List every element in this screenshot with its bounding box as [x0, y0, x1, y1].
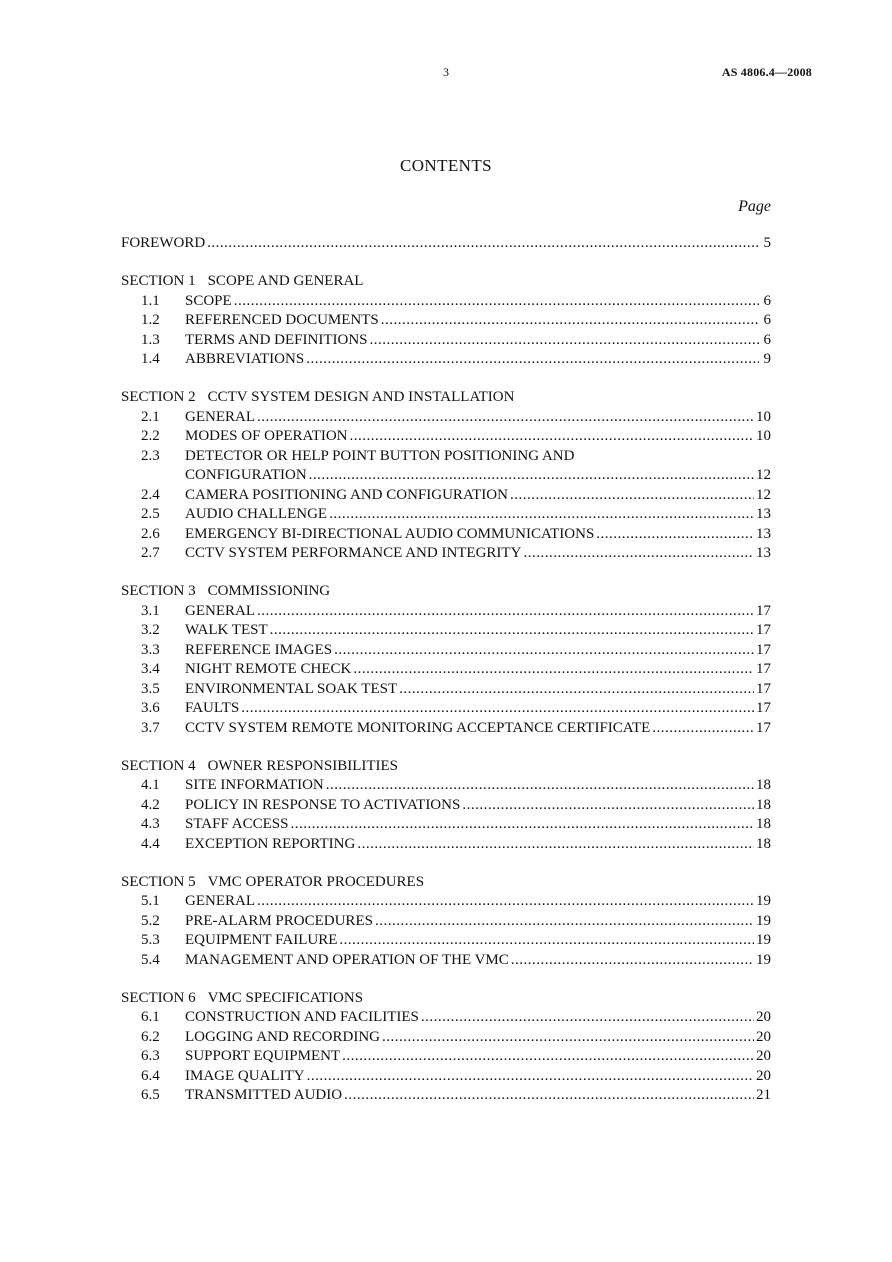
toc-entry-title: ABBREVIATIONS [185, 351, 305, 367]
dot-leader [309, 466, 754, 486]
toc-entry-title: IMAGE QUALITY [185, 1067, 305, 1084]
toc-entry-number: 5.2 [141, 912, 160, 929]
dot-leader [344, 1086, 754, 1106]
toc-entry-title: ENVIRONMENTAL SOAK TEST [185, 680, 398, 697]
toc-entry-number: 3.3 [141, 641, 160, 658]
dot-leader [339, 931, 754, 951]
toc-entry-title: TRANSMITTED AUDIO [185, 1087, 343, 1103]
toc-entry-page: 10 [756, 408, 771, 425]
toc-entry[interactable] [121, 660, 771, 680]
toc-entry[interactable] [121, 408, 771, 428]
toc-entry-number: 2.5 [141, 506, 160, 522]
toc-entry-number: 3.1 [141, 602, 160, 619]
toc-entry-page: 20 [756, 1009, 771, 1025]
toc-entry-title: TERMS AND DEFINITIONS [185, 331, 368, 348]
toc-entry-number: 3.4 [141, 661, 160, 677]
toc-entry-number: 1.2 [141, 312, 160, 328]
toc-entry-title: SUPPORT EQUIPMENT [185, 1048, 341, 1064]
toc-entry-number: 6.4 [141, 1067, 160, 1084]
section-title: SCOPE AND GENERAL [207, 273, 364, 289]
toc-entry-number: 3.2 [141, 622, 160, 638]
dot-leader [350, 427, 754, 447]
dot-leader [270, 621, 754, 641]
toc-entry-page: 6 [763, 331, 771, 348]
toc-entry-number: 6.3 [141, 1048, 160, 1064]
dot-leader [326, 776, 754, 796]
toc-entry[interactable] [121, 796, 771, 816]
toc-entry-title: EQUIPMENT FAILURE [185, 932, 338, 948]
dot-leader [357, 835, 754, 855]
dot-leader [523, 544, 754, 564]
toc-entry-title: CONSTRUCTION AND FACILITIES [185, 1009, 419, 1025]
toc-entry-page: 18 [756, 796, 771, 813]
toc-entry-number: 6.2 [141, 1028, 160, 1045]
toc-entry[interactable] [121, 951, 771, 971]
toc-entry-number: 1.3 [141, 331, 160, 348]
toc-entry-continuation[interactable] [121, 466, 771, 486]
toc-entry-number: 1.1 [141, 292, 160, 309]
section-label: SECTION 5 [121, 873, 196, 890]
toc-entry[interactable] [121, 835, 771, 855]
toc-entry[interactable] [121, 815, 771, 835]
table-of-contents [121, 234, 771, 1106]
toc-entry-title: GENERAL [185, 893, 255, 909]
toc-entry[interactable] [121, 1028, 771, 1048]
toc-entry-page: 13 [756, 545, 771, 561]
dot-leader [375, 912, 754, 932]
toc-entry-title: EXCEPTION REPORTING [185, 835, 356, 852]
page-number: 3 [443, 65, 449, 79]
toc-entry-number: 4.3 [141, 816, 160, 832]
toc-entry-page: 13 [756, 506, 771, 522]
toc-entry-title: FOREWORD [121, 235, 206, 251]
dot-leader [241, 699, 754, 719]
toc-entry-title: CCTV SYSTEM PERFORMANCE AND INTEGRITY [185, 545, 522, 561]
section-title: CCTV SYSTEM DESIGN AND INSTALLATION [207, 389, 515, 405]
toc-entry-page: 17 [756, 700, 771, 716]
toc-entry[interactable] [121, 621, 771, 641]
toc-entry-page: 20 [756, 1028, 771, 1045]
dot-leader [257, 892, 754, 912]
toc-entry-title: CCTV SYSTEM REMOTE MONITORING ACCEPTANCE CERTIFICATE [185, 719, 651, 736]
dot-leader [290, 815, 754, 835]
toc-entry-title: AUDIO CHALLENGE [185, 506, 328, 522]
toc-entry[interactable] [121, 311, 771, 331]
section-title: COMMISSIONING [207, 583, 331, 599]
toc-entry-number: 4.1 [141, 777, 160, 793]
dot-leader [306, 350, 759, 370]
toc-entry-page: 6 [763, 312, 771, 328]
toc-entry-number: 4.2 [141, 796, 160, 813]
toc-entry[interactable] [121, 931, 771, 951]
dot-leader [421, 1008, 754, 1028]
standard-identifier: AS 4806.4—2008 [721, 65, 812, 79]
section-label: SECTION 1 [121, 273, 196, 289]
dot-leader [370, 331, 759, 351]
toc-entry[interactable] [121, 427, 771, 447]
toc-entry-page: 18 [756, 816, 771, 832]
toc-entry-title: NIGHT REMOTE CHECK [185, 661, 352, 677]
toc-entry[interactable] [121, 1008, 771, 1028]
dot-leader [462, 796, 754, 816]
toc-entry-number: 2.4 [141, 486, 160, 503]
toc-entry[interactable] [121, 1067, 771, 1087]
section-heading[interactable] [121, 873, 771, 893]
toc-entry-title: REFERENCED DOCUMENTS [185, 312, 379, 328]
toc-entry-title-continued: CONFIGURATION [185, 467, 307, 483]
toc-entry[interactable] [121, 486, 771, 506]
toc-entry-page: 21 [756, 1087, 771, 1103]
section-title: OWNER RESPONSIBILITIES [207, 757, 399, 774]
toc-entry-number: 1.4 [141, 351, 160, 367]
dot-leader [511, 951, 754, 971]
dot-leader [381, 311, 759, 331]
toc-entry-page: 9 [763, 351, 771, 367]
section-heading[interactable] [121, 757, 771, 777]
toc-entry-title: DETECTOR OR HELP POINT BUTTON POSITIONING AND [185, 447, 575, 464]
toc-entry-page: 18 [756, 777, 771, 793]
toc-entry-title: LOGGING AND RECORDING [185, 1028, 380, 1045]
section-label: SECTION 2 [121, 389, 196, 405]
toc-entry-number: 5.3 [141, 932, 160, 948]
toc-entry[interactable] [121, 544, 771, 564]
contents-title: CONTENTS [400, 156, 492, 175]
toc-entry[interactable] [121, 505, 771, 525]
dot-leader [382, 1028, 754, 1048]
toc-entry-foreword[interactable] [121, 234, 771, 254]
toc-entry-title: POLICY IN RESPONSE TO ACTIVATIONS [185, 796, 461, 813]
toc-entry-page: 18 [756, 835, 771, 852]
dot-leader [257, 602, 754, 622]
toc-entry-page: 6 [763, 292, 771, 309]
dot-leader [257, 408, 754, 428]
toc-entry-title: GENERAL [185, 408, 255, 425]
toc-entry-page: 5 [763, 235, 771, 251]
toc-entry[interactable] [121, 331, 771, 351]
toc-entry-number: 2.6 [141, 525, 160, 542]
toc-entry[interactable] [121, 680, 771, 700]
toc-entry-page: 19 [756, 893, 771, 909]
toc-entry-page: 17 [756, 641, 771, 658]
toc-entry-number: 3.7 [141, 719, 160, 736]
toc-entry[interactable] [121, 602, 771, 622]
section-label: SECTION 6 [121, 989, 196, 1006]
toc-entry-page: 12 [756, 486, 771, 503]
toc-entry-page: 20 [756, 1048, 771, 1064]
toc-entry-title: REFERENCE IMAGES [185, 641, 333, 658]
toc-entry-page: 17 [756, 622, 771, 638]
dot-leader [234, 292, 759, 312]
toc-entry-number: 2.2 [141, 428, 160, 444]
dot-leader [596, 525, 754, 545]
toc-entry[interactable] [121, 699, 771, 719]
toc-entry-number: 3.5 [141, 680, 160, 697]
toc-entry[interactable] [121, 525, 771, 545]
dot-leader [399, 680, 754, 700]
toc-entry-title: CAMERA POSITIONING AND CONFIGURATION [185, 486, 508, 503]
toc-entry-page: 13 [756, 525, 771, 542]
toc-entry-title: MANAGEMENT AND OPERATION OF THE VMC [185, 951, 509, 968]
toc-entry-title: STAFF ACCESS [185, 816, 289, 832]
toc-entry-page: 17 [756, 661, 771, 677]
toc-entry-number: 6.1 [141, 1009, 160, 1025]
section-title: VMC SPECIFICATIONS [207, 989, 364, 1006]
toc-entry-page: 19 [756, 912, 771, 929]
dot-leader [342, 1047, 754, 1067]
dot-leader [353, 660, 754, 680]
section-title: VMC OPERATOR PROCEDURES [207, 873, 425, 890]
page-column-label: Page [738, 198, 771, 215]
dot-leader [334, 641, 754, 661]
dot-leader [329, 505, 754, 525]
dot-leader [207, 234, 759, 254]
toc-entry-page: 19 [756, 951, 771, 968]
toc-entry-number: 3.6 [141, 700, 160, 716]
toc-entry-title: WALK TEST [185, 622, 268, 638]
toc-entry[interactable] [121, 447, 771, 467]
toc-entry-page: 20 [756, 1067, 771, 1084]
section-heading[interactable] [121, 272, 771, 292]
toc-entry[interactable] [121, 719, 771, 739]
toc-entry-number: 5.4 [141, 951, 160, 968]
toc-entry-page: 17 [756, 719, 771, 736]
toc-entry-page: 19 [756, 932, 771, 948]
toc-entry[interactable] [121, 912, 771, 932]
section-heading[interactable] [121, 582, 771, 602]
toc-entry-title: SCOPE [185, 292, 232, 309]
toc-entry-page: 17 [756, 602, 771, 619]
dot-leader [510, 486, 754, 506]
toc-entry[interactable] [121, 776, 771, 796]
toc-entry-title: MODES OF OPERATION [185, 428, 348, 444]
toc-entry-title: SITE INFORMATION [185, 777, 324, 793]
dot-leader [307, 1067, 754, 1087]
section-label: SECTION 3 [121, 583, 196, 599]
toc-entry-number: 6.5 [141, 1087, 160, 1103]
toc-entry-page: 17 [756, 680, 771, 697]
toc-entry-page: 10 [756, 428, 771, 444]
toc-entry-title: PRE-ALARM PROCEDURES [185, 912, 373, 929]
section-label: SECTION 4 [121, 757, 196, 774]
toc-entry[interactable] [121, 892, 771, 912]
toc-entry-number: 5.1 [141, 893, 160, 909]
toc-entry[interactable] [121, 1047, 771, 1067]
toc-entry[interactable] [121, 292, 771, 312]
toc-entry[interactable] [121, 641, 771, 661]
toc-entry[interactable] [121, 1086, 771, 1106]
toc-entry[interactable] [121, 350, 771, 370]
toc-entry-title: GENERAL [185, 602, 255, 619]
toc-entry-number: 2.1 [141, 408, 160, 425]
toc-entry-number: 2.7 [141, 545, 160, 561]
toc-entry-title: EMERGENCY BI-DIRECTIONAL AUDIO COMMUNICATIONS [185, 525, 595, 542]
section-heading[interactable] [121, 989, 771, 1009]
toc-entry-number: 2.3 [141, 447, 160, 464]
toc-entry-number: 4.4 [141, 835, 160, 852]
dot-leader [652, 719, 754, 739]
toc-entry-page: 12 [756, 467, 771, 483]
toc-sections [121, 272, 771, 1106]
section-heading[interactable] [121, 388, 771, 408]
toc-entry-title: FAULTS [185, 700, 240, 716]
